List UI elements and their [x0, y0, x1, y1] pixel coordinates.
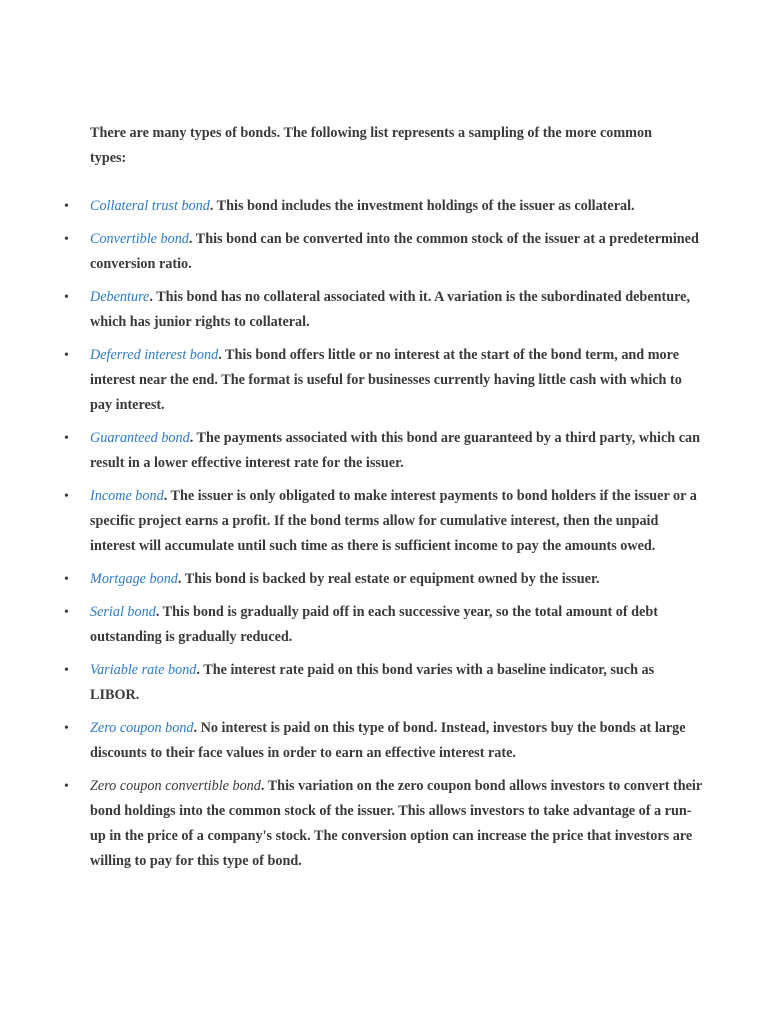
list-item: [64, 716, 704, 766]
bullet-icon: •: [64, 721, 69, 736]
term-description: . The payments associated with this bond are guaranteed by a third party, which can result in a lower effective interest rate for the issuer.: [90, 430, 700, 471]
bullet-icon: •: [64, 232, 69, 247]
term-description: . The issuer is only obligated to make interest payments to bond holders if the issuer or a specific project earns a profit. If the bond terms allow for cumulative interest, then the unpaid interest will accumulate until such time as there is sufficient income to pay the amounts owed.: [90, 488, 697, 554]
list-item: [64, 227, 704, 277]
term-link-serial-bond[interactable]: Serial bond: [90, 604, 156, 620]
term-description: . The interest rate paid on this bond varies with a baseline indicator, such as LIBOR.: [90, 662, 655, 703]
bullet-icon: •: [64, 348, 69, 363]
list-item: [64, 774, 704, 874]
list-item: [64, 285, 704, 335]
bullet-icon: •: [64, 605, 69, 620]
term-description: . This bond can be converted into the common stock of the issuer at a predetermined conversion ratio.: [90, 231, 699, 272]
term-link-convertible-bond[interactable]: Convertible bond: [90, 231, 189, 247]
term-link-income-bond[interactable]: Income bond: [90, 488, 164, 504]
bullet-icon: •: [64, 489, 69, 504]
list-item: [64, 567, 704, 592]
term-description: . No interest is paid on this type of bond. Instead, investors buy the bonds at large discounts to their face values in order to earn an effective interest rate.: [90, 720, 686, 761]
term-link-mortgage-bond[interactable]: Mortgage bond: [90, 571, 178, 587]
term-link-zero-coupon-bond[interactable]: Zero coupon bond: [90, 720, 194, 736]
list-item: [64, 600, 704, 650]
term-link-debenture[interactable]: Debenture: [90, 289, 150, 305]
term-link-variable-rate-bond[interactable]: Variable rate bond: [90, 662, 197, 678]
term-description: . This bond includes the investment holdings of the issuer as collateral.: [209, 198, 635, 214]
bullet-icon: •: [64, 431, 69, 446]
bullet-icon: •: [64, 779, 69, 794]
list-item: [64, 484, 704, 559]
term-description: . This bond is backed by real estate or equipment owned by the issuer.: [177, 571, 600, 587]
bullet-icon: •: [64, 572, 69, 587]
term-link-deferred-interest-bond[interactable]: Deferred interest bond: [90, 347, 219, 363]
list-item: [64, 426, 704, 476]
bond-type-list: [64, 194, 704, 882]
term-link-collateral-trust-bond[interactable]: Collateral trust bond: [90, 198, 210, 214]
term-link-guaranteed-bond[interactable]: Guaranteed bond: [90, 430, 190, 446]
term-description: . This variation on the zero coupon bond allows investors to convert their bond holdings into the common stock of the issuer. This allows investors to take advantage of a run-up in the price of a company's stock. The conversion option can increase the price that investors are willing to pay for this type of bond.: [90, 778, 702, 869]
term-description: . This bond offers little or no interest at the start of the bond term, and more interest near the end. The format is useful for businesses currently having little cash with which to pay interest.: [90, 347, 682, 413]
bullet-icon: •: [64, 199, 69, 214]
bullet-icon: •: [64, 290, 69, 305]
list-item: [64, 343, 704, 418]
term-description: . This bond is gradually paid off in each successive year, so the total amount of debt outstanding is gradually reduced.: [90, 604, 658, 645]
list-item: [64, 658, 704, 708]
bullet-icon: •: [64, 663, 69, 678]
term-description: . This bond has no collateral associated with it. A variation is the subordinated debenture, which has junior rights to collateral.: [90, 289, 690, 330]
term-zero-coupon-convertible-bond: Zero coupon convertible bond: [90, 778, 261, 794]
list-item: [64, 194, 704, 219]
intro-paragraph: There are many types of bonds. The following list represents a sampling of the more common types:: [90, 125, 652, 166]
